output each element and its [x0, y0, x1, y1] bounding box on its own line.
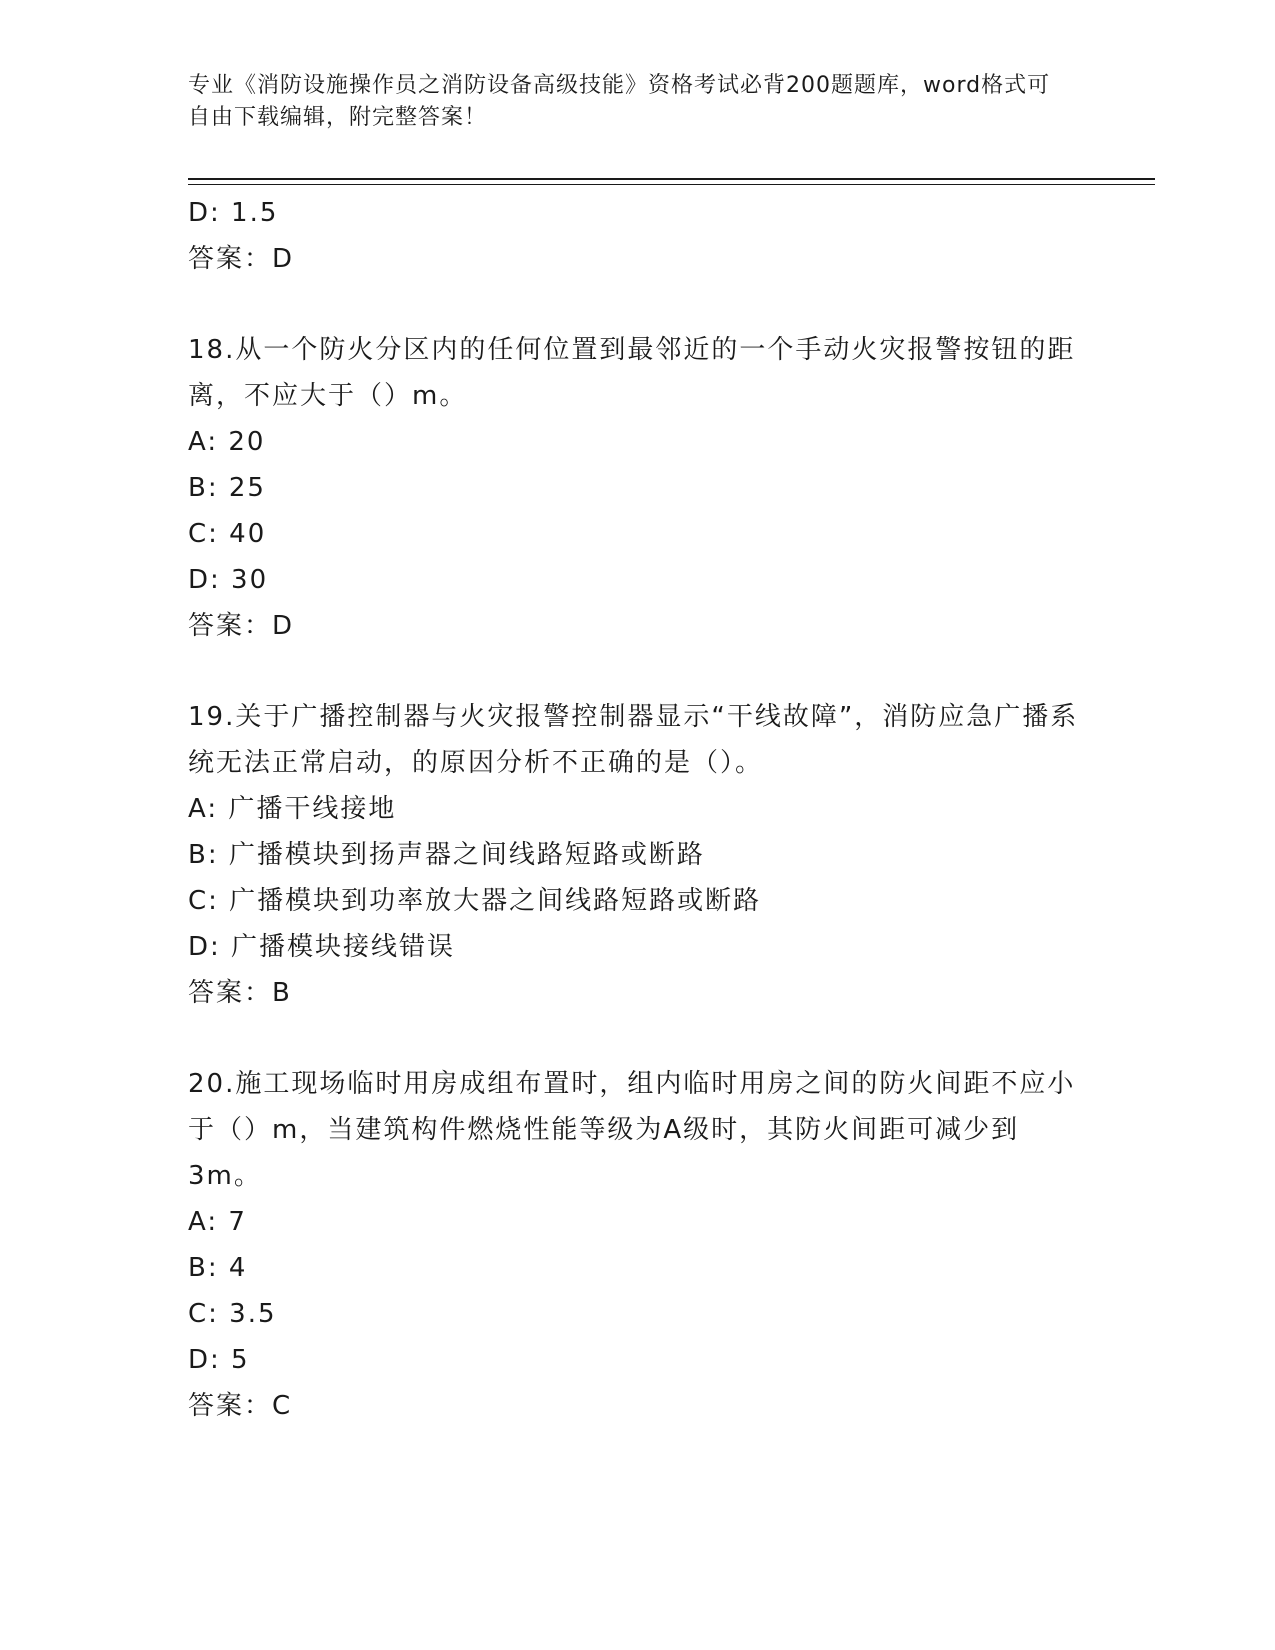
- option-a: A: 20: [188, 427, 266, 457]
- answer: 答案：D: [188, 611, 295, 641]
- option-c: C: 广播模块到功率放大器之间线路短路或断路: [188, 886, 762, 916]
- header-text: 专业《消防设施操作员之消防设备高级技能》资格考试必背200题题库，word格式可自由下载编辑，附完整答案！: [188, 73, 1051, 130]
- question-text: 19.关于广播控制器与火灾报警控制器显示“干线故障”，消防应急广播系统无法正常启动，的原因分析不正确的是（）。: [188, 702, 1079, 778]
- page-header: [188, 70, 1068, 134]
- option-d: D: 5: [188, 1345, 250, 1375]
- question-19: [188, 694, 1088, 1016]
- question-list: [188, 190, 1088, 1429]
- header-rule-thick: [188, 178, 1155, 180]
- option-d: D: 广播模块接线错误: [188, 932, 456, 962]
- question-18: [188, 327, 1088, 649]
- option-a: A: 广播干线接地: [188, 794, 397, 824]
- option-a: A: 7: [188, 1207, 247, 1237]
- option-d: D: 1.5: [188, 198, 279, 228]
- question-text: 18.从一个防火分区内的任何位置到最邻近的一个手动火灾报警按钮的距离，不应大于（）m。: [188, 335, 1076, 411]
- option-d: D: 30: [188, 565, 269, 595]
- header-rule-thin: [188, 184, 1155, 185]
- question-text: 20.施工现场临时用房成组布置时，组内临时用房之间的防火间距不应小于（）m，当建筑构件燃烧性能等级为A级时，其防火间距可减少到3m。: [188, 1069, 1076, 1191]
- option-c: C: 3.5: [188, 1299, 277, 1329]
- option-b: B: 4: [188, 1253, 248, 1283]
- answer: 答案：B: [188, 978, 292, 1008]
- question-20: [188, 1061, 1088, 1429]
- option-c: C: 40: [188, 519, 267, 549]
- option-b: B: 广播模块到扬声器之间线路短路或断路: [188, 840, 705, 870]
- option-b: B: 25: [188, 473, 266, 503]
- answer: 答案：C: [188, 1391, 293, 1421]
- answer: 答案：D: [188, 244, 295, 274]
